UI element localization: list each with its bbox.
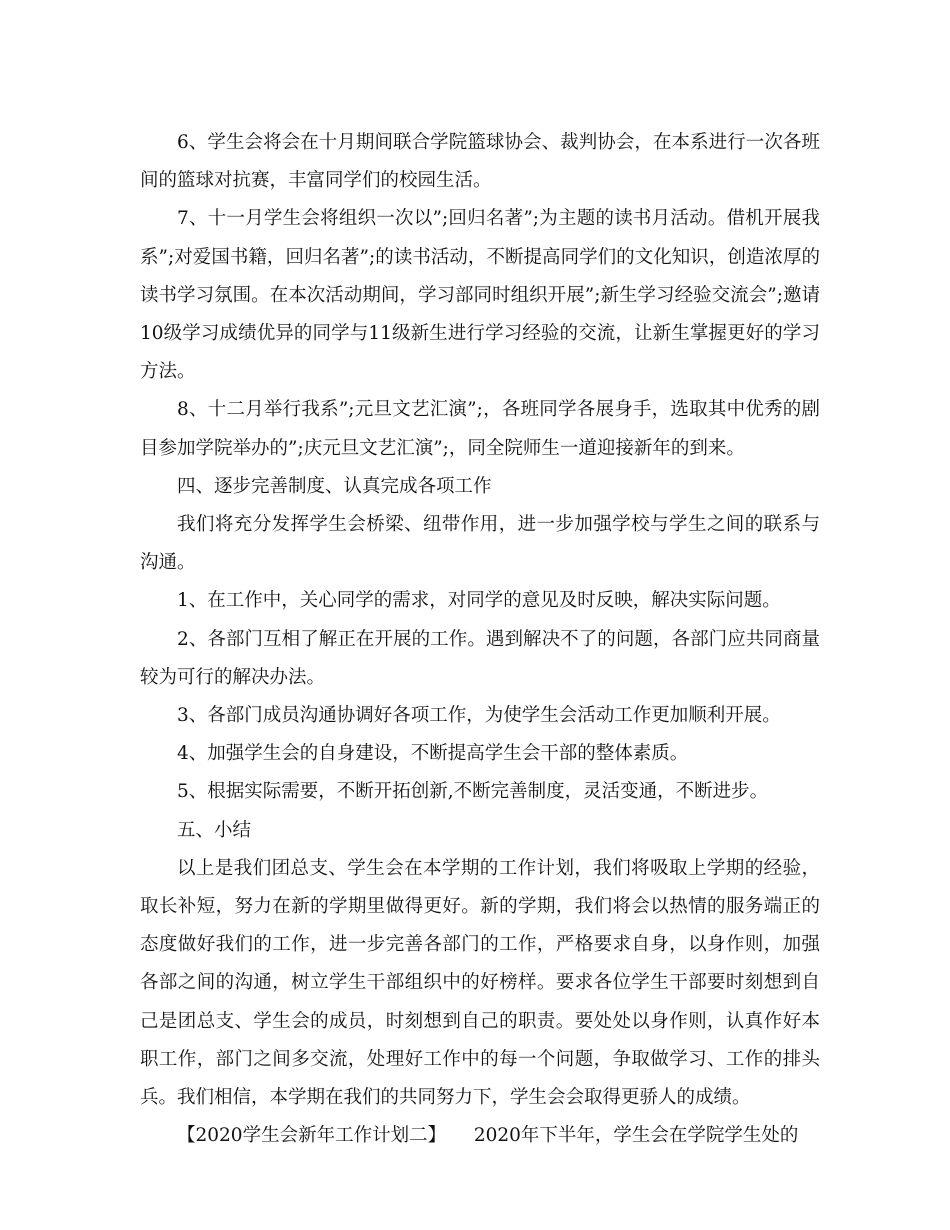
paragraph-summary: 以上是我们团总支、学生会在本学期的工作计划，我们将吸取上学期的经验，取长补短，努力在新的学期里做得更好。新的学期，我们将会以热情的服务端正的态度做好我们的工作，进一步完善各部门的工作，严格要求自身，以身作则，加强各部之间的沟通，树立学生干部组织中的好榜样。要求各位学生干部要时刻想到自己是团总支、学生会的成员，时刻想到自己的职责。要处处以身作则，认真作好本职工作，部门之间多交流，处理好工作中的每一个问题，争取做学习、工作的排头兵。我们相信，本学期在我们的共同努力下，学生会会取得更骄人的成绩。 [140,857,820,1109]
paragraph-section-4-intro: 我们将充分发挥学生会桥梁、纽带作用，进一步加强学校与学生之间的联系与沟通。 [140,514,820,574]
paragraph-point-2: 2、各部门互相了解正在开展的工作。遇到解决不了的问题，各部门应共同商量较为可行的解决办法。 [140,628,820,688]
document-body [140,124,820,1155]
paragraph-item-6: 6、学生会将会在十月期间联合学院篮球协会、裁判协会，在本系进行一次各班间的篮球对抗赛，丰富同学们的校园生活。 [140,132,820,192]
paragraph-item-7: 7、十一月学生会将组织一次以”;回归名著”;为主题的读书月活动。借机开展我系”;对爱国书籍，回归名著”;的读书活动，不断提高同学们的文化知识，创造浓厚的读书学习氛围。在本次活动期间，学习部同时组织开展”;新生学习经验交流会”;邀请10级学习成绩优异的同学与11级新生进行学习经验的交流，让新生掌握更好的学习方法。 [140,208,820,383]
paragraph-point-4: 4、加强学生会的自身建设，不断提高学生会干部的整体素质。 [177,743,689,765]
section-heading-4: 四、逐步完善制度、认真完成各项工作 [177,475,492,497]
paragraph-plan-two-start: 【2020学生会新年工作计划二】 2020年下半年，学生会在学院学生处的 [177,1125,799,1147]
paragraph-point-5: 5、根据实际需要，不断开拓创新,不断完善制度，灵活变通，不断进步。 [177,781,769,803]
paragraph-item-8: 8、十二月举行我系”;元旦文艺汇演”;，各班同学各展身手，选取其中优秀的剧目参加学院举办的”;庆元旦文艺汇演”;，同全院师生一道迎接新年的到来。 [140,399,820,459]
paragraph-point-1: 1、在工作中，关心同学的需求，对同学的意见及时反映，解决实际问题。 [177,590,781,612]
paragraph-point-3: 3、各部门成员沟通协调好各项工作，为使学生会活动工作更加顺利开展。 [177,705,781,727]
section-heading-5: 五、小结 [177,819,252,841]
